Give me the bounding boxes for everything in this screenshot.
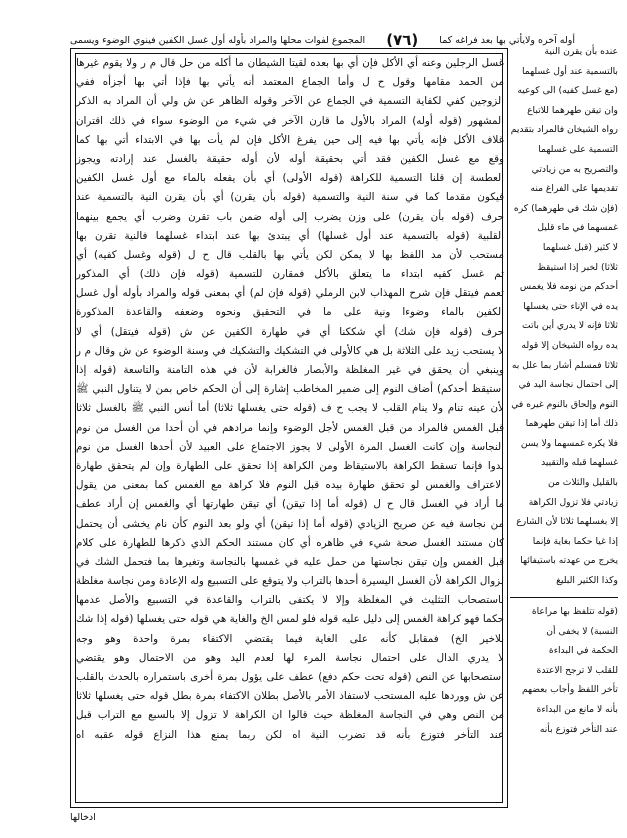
main-text-line: القلبية (قوله بالتسمية عند أول غسلها) أي يبتدئ بها عند ابتداء غسلهما فالنية تقرن بها: [76, 229, 504, 242]
main-text-line: بلاخير الخ) فمقابل كأنه على الغاية فيما يقتضي الاكتفاء بمرة واحدة وهو وجه: [76, 632, 504, 645]
margin-text-line: غمسهما في ماء قليل: [537, 222, 618, 234]
main-text-line: قبل الغمس فالمراد من قبل الغمس لأجل الوضوء وإنما مرادهم في أن أحدا من الغسل من نوم: [76, 421, 504, 434]
main-text-line: ثم غسل كفيه ابتداء ما يتعلق بالأكل فمقارن للتسمية (قوله فإن ذلك) أي المذكور: [76, 268, 504, 281]
main-text-line: حكما فهو كراهة الغمس إلى دليل عليه قوله فلو لمس الخ والغاية هي قوله حتى يغسلها (قوله إذا شك: [76, 613, 504, 626]
main-text-line: من نجاسة فيه عن صريح الزيادي (قوله أما إذا تيقن) أي ولو بعد النوم كأن نام يخشى أن يحتمل: [76, 517, 504, 530]
main-text-line: عند التأخر فتوزع بأنه قد تضرب النية اه لكن ربما يمنع هذا النزاع قوله عقبه اه: [76, 728, 504, 741]
main-text-line: من النص وهي في النجاسة المغلظة حيث قالوا ان الكراهة لا تزول إلا بالسبع مع التراب قبل: [76, 709, 504, 722]
main-text-line: باستصحاب التثليث في المغلظة وإلا لا يكتفى بالتراب والقاعدة في التسبيع والأصل عدمها: [76, 594, 504, 607]
main-text-line: ما أراد في الغسل قال ح ل (قوله أما إذا تيقن) أي تيقن طهارتها أي والغمس إن أراد عطف: [76, 498, 504, 511]
margin-footnote-line: (قوله تتلفظ بها مراعاة: [531, 606, 618, 617]
main-text-line: النجاسة وإن كانت الغسل المرة الأولى لا يجوز الاجتماع على العبيد لأن أحدها الغسل من نوم: [76, 440, 504, 453]
main-text-line: الكفين بالماء وضوءا ونية على ما في التحقيق ونحوه وضعفه والقاعدة المذكورة: [76, 306, 504, 319]
main-text-line: لا يدري الدال على احتمال نجاسة المرء لها لعدم اليد وهو من الاحتمال وهو يقتضي: [76, 651, 504, 664]
main-text-line: كان مستند الغسل صحة شيء في ظاهره أي كان مستند الحكم الذي ذكرها للطهارة على كلام: [76, 536, 504, 549]
margin-text-line: يخرج من عهدته باستيفائها: [520, 555, 618, 567]
main-text-line: غلاف الأكل فإنه يأتي بها فيه إلى حين يفرغ الأكل فإن لم يأت بها في الابتداء أتي بها كما: [76, 133, 504, 146]
margin-text-line: رواه الشيخان فالمراد بتقديم: [510, 124, 618, 136]
main-text-line: قبل الغمس وإن تيقن نجاستها من حمل عليه في غمسها بالنجاسة وتغيرها بما فتحمل الشك في: [76, 555, 504, 568]
main-text-line: غسل الرجلين وعنه أي الأكل فإن أي بها بعده لقيتا الشيطان ما أكله من حل قال م ر ولا يقوم غيرها: [76, 57, 504, 69]
main-text-line: الاعتراف والغمس لو تحقق طهارة بيده قبل النوم فلا كراهة مع الغمس كما بمعنى من يقول: [76, 479, 504, 492]
margin-commentary-column: [510, 42, 618, 812]
margin-text-line: (مع غسل كفيه) الى كوعيه: [517, 85, 618, 97]
margin-text-line: تقديمها على الفراغ منه: [530, 183, 618, 195]
margin-text-line: فلا يكره غمسهما ولا يسن: [520, 437, 618, 449]
margin-text-line: بالتسمية عند أول غسلهما: [521, 65, 618, 77]
margin-text-line: غسلهما قبله والتقييد: [541, 457, 618, 469]
main-text-line: العطسة إن قلنا التسمية للكراهة (قوله الأولى) أي بأن يفعله بالماء مع أول غسل الكفين: [76, 172, 504, 185]
main-text-line: حرف (قوله فإن شك) أي شككنا أي في طهارة الكفين عن ش (قوله فيتقل) أي لا: [76, 325, 504, 338]
main-text-line: فيكون مقدما كما في سنة النية والتسمية (قوله بأن يقرن) أي بأن يقرن النية بالتسمية عند: [76, 191, 504, 204]
margin-text-line: إلى احتمال نجاسة اليد في: [518, 379, 618, 391]
margin-text-line: يده رواه الشيخان إلا قوله: [521, 339, 618, 351]
running-head-right: أوله آخره ولايأتي بها بعد فراغه كما: [439, 34, 575, 46]
margin-text-line: بالقليل والثلاث من: [547, 477, 618, 489]
main-text-line: من الحمد مقامها وقول ح ل وأما الجماع المعتمد أنه يأتي بها فإذا أتي بها أجزأه ففي: [76, 76, 504, 89]
margin-footnote-line: تأخر اللفظ وأجاب بعضهم: [521, 684, 618, 696]
margin-footnote-line: للقلب لا ترجح الاعتدة: [536, 664, 618, 676]
main-text-line: بدوا فإنما تسقط الكراهة بالاستيقاظ ومن الكراهة إذا تحقق على الطهارة وإن لم يتحقق طهارة: [76, 459, 504, 472]
main-text-line: الزوجين كفي لكفاية التسمية في الجماع عن الآخر وقوله الظاهر عن ش ولي أن المراد به الذكر: [76, 95, 504, 108]
margin-text-line: عنده بأن يقرن النية: [544, 46, 618, 57]
margin-text-line: ذلك أما إذا تيقن طهرهما: [525, 418, 618, 430]
main-text-line: مستحب لأن مد اللفظ بها لا يمكن لكن يأتي بها بالقلب قال ح ل (قوله وغسل كفيه) أي: [76, 248, 504, 261]
main-text-line: المشهور (قوله أوله) المراد بالأول ما قارن الآخر في شيء من الوضوء سواء في ذلك اقتران: [76, 114, 504, 127]
catchword: ادخالها: [70, 812, 96, 823]
margin-text-line: زيادتي فلا تزول الكراهة: [528, 496, 618, 508]
main-text-line: حرف (قوله بأن يقرن) على وزن يضرب إلى أوله ضمن باب تقرن وضرب أي يجمع بينهما: [76, 210, 504, 223]
margin-footnote-line: النسبة) لا يخفى أن: [546, 625, 618, 637]
main-text-line: وقع مع غسل الكفين فقد أتي بحقيقة أوله لأن أوله حقيقة بالغسل عند إرادته ويجوز: [76, 152, 504, 165]
margin-text-block: [510, 42, 618, 591]
margin-text-line: إلا بغسلهما ثلاثا لأن الشارع: [516, 516, 618, 528]
margin-text-line: النوم وإلحاق بالنوم غيره في: [511, 398, 618, 410]
margin-text-line: التسمية على غسلهما: [538, 143, 618, 155]
margin-footnote-line: بأنه لا مانع من البداءة: [536, 703, 618, 715]
margin-text-line: لا كثير (قبل غسلهما: [542, 241, 618, 253]
margin-footnote-line: الحكمة في البداءة: [548, 645, 618, 657]
margin-text-line: (فإن شك في طهرهما) كره: [513, 202, 618, 214]
main-text-column: [76, 54, 504, 804]
margin-text-line: وكذا الكثير البليغ: [556, 575, 618, 587]
margin-text-line: أحدكم من نومه فلا يغمس: [519, 281, 618, 293]
margin-footnote-line: عند التأخر فتوزع بأنه: [539, 723, 618, 735]
main-text-line: لأن عينه تنام ولا ينام القلب لا يجب ح ف (قوله حتى يغسلها ثلاثا) أما أنس النبي ﷺ بالغسل ثلاثا: [76, 402, 504, 415]
margin-text-line: إذا غيا حكما بغاية فإنما: [532, 535, 618, 547]
margin-text-line: يده في الإناء حتى يغسلها: [523, 300, 618, 312]
main-text-line: استيقظ أحدكم) أضاف النوم إلى ضمير المخاطب إشارة إلى أن الحكم خاص بمن لا يتناول النبي ﷺ: [76, 383, 504, 396]
margin-text-line: ثلاثا فإنه لا يدري أين باتت: [522, 320, 618, 332]
main-text-line: لا يستحب زيد على الثلاثة بل هي كالأولى في التشكيك والتشكيك في وسنة الوضوء عن ش وقال م ر: [76, 344, 504, 357]
main-text-line: وينبغي أن يحقق في غير المغلظة والأبصار فالغرابة لأن في هذه التامنة والتاسعة (قوله إذا: [76, 364, 504, 376]
margin-footnote-block: [510, 597, 618, 739]
margin-text-line: ثلاثا) لخبر إذا استيقظ: [537, 261, 618, 273]
running-head-left: المجموع لفوات محلها والمراد بأوله أول غسل الكفين فينوي الوضوء ويسمى: [70, 34, 366, 46]
margin-text-line: ثلاثا فمسلم أشار بما علل به: [511, 359, 618, 371]
main-text-line: عن ش ووردها عليه المستحب لاستفاد الأمر بالأصل بطلان الاكتفاء بمرة بطل قوله حتى يغسلها ثلاثا: [76, 690, 504, 703]
page-number: (٧٦): [386, 31, 419, 49]
main-text-line: لزوال الكراهة لأن الغسل اليسيرة أحدها بالتراب ولا يتوقع على التسبيع وله الإعادة ومن نجاسة مغلظة: [76, 575, 504, 588]
margin-text-line: وان تيقن طهرهما للاتباع: [527, 104, 618, 116]
margin-text-line: والتصريح به من زيادتي: [531, 163, 618, 175]
main-text-line: تعمم فيتقل فإن شرح المهذاب لابن الرملي (قوله فإن لم) أي بمعنى قوله والمراد بأوله أول غسل: [76, 287, 504, 300]
main-text-line: استصحابها عن النص (قوله تحت حكم دفع) عطف على يؤول بمرة أخرى باستمراره بالحدث بالقلب: [76, 671, 504, 683]
